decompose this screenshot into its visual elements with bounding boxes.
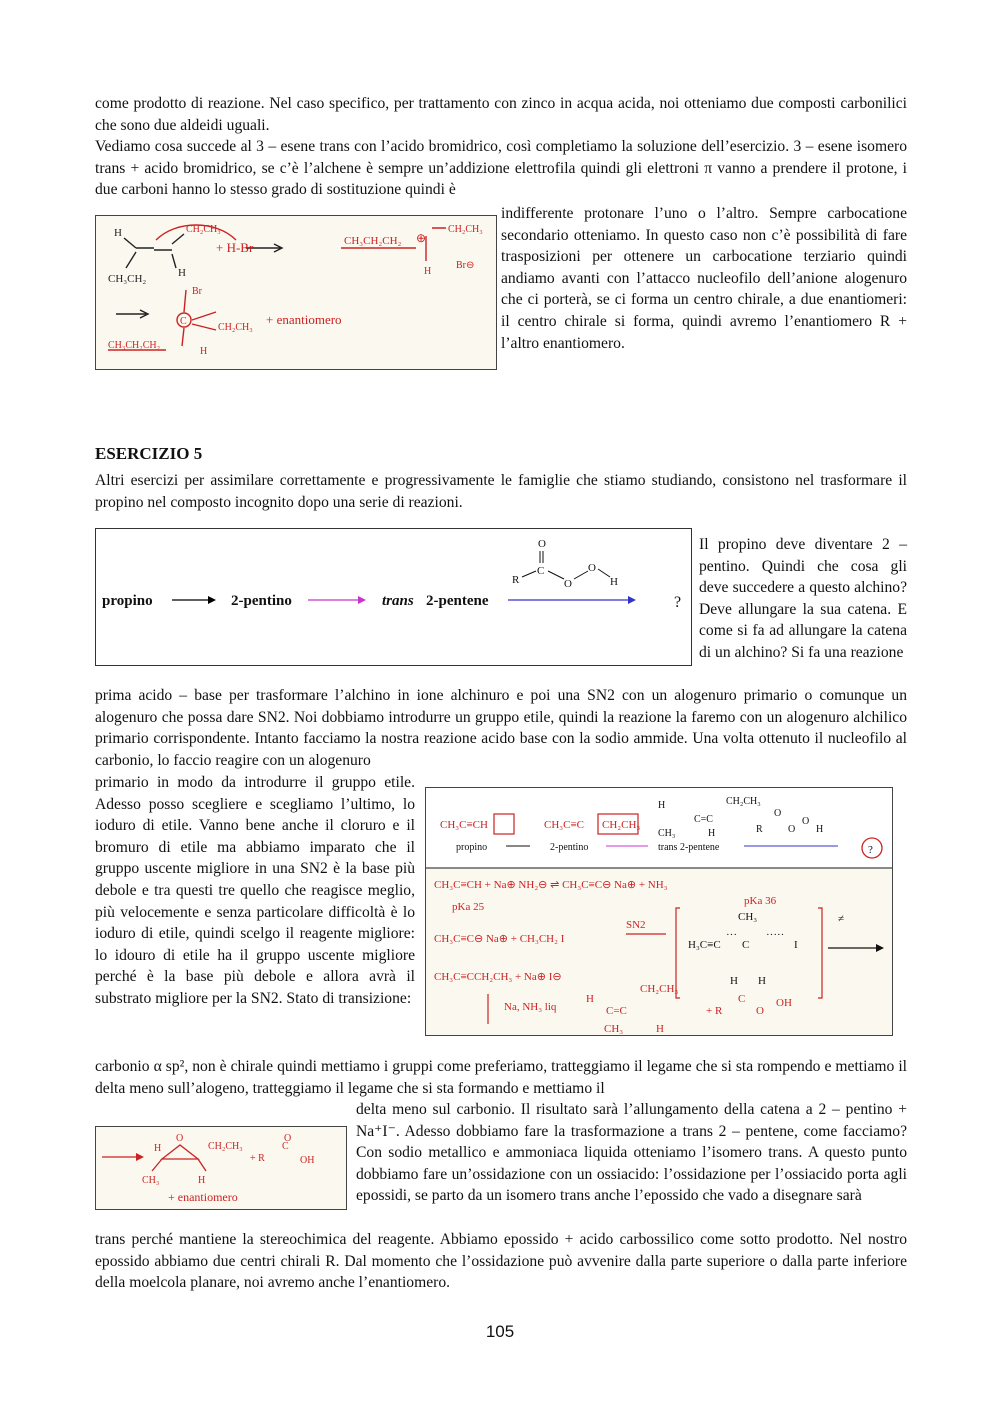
svg-text:O: O [774,808,782,819]
svg-text:OH: OH [776,997,792,1009]
paragraph-carbocation [501,203,907,354]
svg-text:CH₂CH₃: CH₂CH₃ [208,1141,243,1152]
text-p8: carbonio α sp², non è chirale quindi mettiamo i gruppi come preferiamo, tratteggiamo il legame che si sta rompendo e mettiamo il delta meno sull’alogeno, tratteggiamo il legame che si sta formando e mettiamo il [95,1058,907,1097]
peracid-o-carbonyl: O [538,538,546,550]
svg-text:+ R: + R [250,1153,265,1164]
arrow-1-head [208,596,216,604]
sketch1-enantiomer-note: + enantiomero [266,312,342,327]
svg-text:O: O [788,824,796,835]
text-p9: delta meno sul carbonio. Il risultato sarà l’allungamento della catena a 2 – pentino + Na⁺I⁻. Adesso dobbiamo fare la trasformazione a trans 2 – pentene, come facciamo? Con sodio metallico e ammoniaca liquida otteniamo l’isomero trans. A questo punto dobbiamo fare un’ossidazione con un ossiacido: l’ossidazione per l’ossiacido porta agli epossidi, se parto da un isomero trans anche l’epossido che vado a disegnare sarà [356,1101,907,1205]
text-p3: indifferente protonare l’uno o l’altro. Sempre carbocatione secondario otteniamo. In questo caso non c’è possibilità di fare trasposizioni per ottenere un carbocatione terziario quindi andiamo avanti con l’attacco nucleofilo dell’anione alogenuro che ci porterà, se ci forma un centro chirale, a due enantiomeri: il centro chirale si forma, quindi avremo l’enantiomero R + l’altro enantiomero. [501,205,907,352]
paragraph-propino [699,534,907,664]
paragraph-intro [95,93,907,201]
svg-text:H: H [708,828,716,839]
sketch-hbr-addition [95,215,497,370]
section-heading: ESERCIZIO 5 [95,444,203,463]
scheme-pentino: 2-pentino [231,593,292,609]
svg-text:H₃C≡C: H₃C≡C [688,939,721,951]
text-p10: trans perché mantiene la stereochimica del reagente. Abbiamo epossido + acido carbossilico come sotto prodotto. Nel nostro epossido abbiamo due centri chirali R. Dal momento che l’ossidazione può avvenire dalla parte superiore o dalla parte inferiore della moelcola planare, noi avremo anche l’enantiomero. [95,1231,907,1292]
svg-text:O: O [802,816,810,827]
text-p6: prima acido – base per trasformare l’alchino in ione alchinuro e poi una SN2 con un alogenuro primario o comunque un alogenuro che possa dare SN2. Noi dobbiamo introdurre un gruppo etile, quindi la reazione la faremo con un alogenuro alchilico primario corrispondente. Intanto facciamo la nostra reazione acido base con la sodio ammide. Una volta ottenuto il nucleofilo al carbonio, lo faccio reagire con un alogenuro [95,687,907,769]
peracid-h: H [610,576,618,588]
svg-text:C=C: C=C [694,814,713,825]
svg-text:H: H [658,800,666,811]
svg-text:C=C: C=C [606,1005,627,1017]
sketch2-propino: propino [456,842,488,853]
svg-text:···: ··· [726,929,737,941]
paragraph-etile [95,772,415,1010]
text-p4: Altri esercizi per assimilare correttamente e progressivamente le famiglie che stiamo studiando, consistono nel trasformare il propino nel composto incognito dopo una serie di reazioni. [95,472,907,511]
svg-text:CH₃CH₂: CH₃CH₂ [108,273,147,285]
scheme-propino: propino [102,593,153,609]
sketch-hbr-drawing [96,216,496,369]
svg-text:C: C [738,993,746,1005]
peracid-o2: O [564,578,572,590]
svg-text:H: H [424,266,432,277]
svg-text:C: C [742,939,750,951]
sketch3-enantiomer-note: + enantiomero [168,1190,238,1204]
svg-text:⊕: ⊕ [416,231,427,245]
svg-text:CH₃CH₂CH₂: CH₃CH₂CH₂ [108,340,161,351]
svg-text:pKa 36: pKa 36 [744,895,777,907]
svg-text:CH₂CH₃: CH₂CH₃ [726,796,761,807]
paragraph-transition-state [95,1056,907,1099]
paragraph-oxidation [356,1099,907,1207]
arrow-3-head [628,596,636,604]
svg-text:≠: ≠ [838,913,845,925]
svg-text:CH₃C≡CH + Na⊕ NH₂⊖ ⇌ CH₃C≡C⊖ N: CH₃C≡CH + Na⊕ NH₂⊖ ⇌ CH₃C≡C⊖ Na⊕ + NH₃ [434,879,668,891]
svg-text:H: H [114,227,122,239]
svg-text:O: O [284,1133,292,1144]
svg-text:SN2: SN2 [626,919,646,931]
svg-text:Na, NH₃ liq: Na, NH₃ liq [504,1001,557,1013]
scheme-unknown: ? [674,594,682,611]
svg-text:CH₃CH₂CH₂: CH₃CH₂CH₂ [344,235,402,247]
sketch2-unknown: ? [868,844,873,856]
svg-text:pKa 25: pKa 25 [452,901,485,913]
scheme-pentene: 2-pentene [426,593,489,609]
sketch-epoxide-drawing [96,1127,346,1209]
svg-text:C: C [180,316,187,327]
peracid-r: R [512,574,520,586]
arrow-2-head [358,596,366,604]
svg-text:I: I [794,939,798,951]
text-p7: primario in modo da introdurre il gruppo etile. Adesso posso scegliere e scegliamo l’ultimo, lo ioduro di etile. Vanno bene anche il cloruro e il bromuro di etile ma abbiamo imparato che il gruppo uscente migliore in una SN2 è la base più debole e tra questi tre quello che reagisce meglio, più velocemente e senza particolare difficoltà è lo ioduro di etile, quindi scelgo il reagente migliore: lo idouro di etile ha il gruppo uscente migliore perché è la base più debole e allora avrà il substrato migliore per la SN2. Stato di transizione: [95,774,415,1007]
text-p5: Il propino deve diventare 2 – pentino. Quindi che cosa gli deve succedere a questo alchino? Deve allungare la sua catena. E come si fa ad allungare la catena di un alchino? Si fa una reazione [699,536,907,661]
svg-text:H: H [178,267,186,279]
svg-text:CH₃: CH₃ [738,911,758,923]
svg-text:CH₂CH₃: CH₂CH₃ [640,983,679,995]
paragraph-acid-base [95,685,907,771]
svg-text:O: O [756,1005,764,1017]
paragraph-epoxide-result [95,1229,907,1294]
svg-text:O: O [176,1133,184,1144]
page-number: 105 [485,1322,515,1341]
svg-text:CH₃: CH₃ [142,1175,160,1186]
svg-text:CH₃C≡CCH₂CH₃ + Na⊕ I⊖: CH₃C≡CCH₂CH₃ + Na⊕ I⊖ [434,971,562,983]
svg-text:H: H [758,975,766,987]
svg-text:OH: OH [300,1155,315,1166]
text-p2: Vediamo cosa succede al 3 – esene trans con l’acido bromidrico, così completiamo la soluzione dell’esercizio. 3 – esene isomero trans + acido bromidrico, se c’è l’alchene è sempre un’addizione elettrofila quindi gli elettroni π vanno a prendere il protone, i due carboni hanno lo stesso grado di sostituzione quindi è [95,138,907,199]
svg-text:CH₃: CH₃ [658,828,676,839]
paragraph-exercise-intro [95,470,907,513]
svg-text:H: H [730,975,738,987]
svg-text:H: H [816,824,824,835]
svg-text:H: H [200,346,208,357]
svg-text:H: H [656,1023,664,1035]
svg-text:CH₃C≡C: CH₃C≡C [544,819,584,831]
peracid-o3: O [588,562,596,574]
svg-text:CH₂CH₃: CH₂CH₃ [448,224,483,235]
svg-text:CH₃C≡CH: CH₃C≡CH [440,819,488,831]
svg-text:R: R [756,824,763,835]
svg-text:CH₂CH₃: CH₂CH₃ [186,224,221,235]
sketch2-pentene: trans 2-pentene [658,842,720,853]
svg-text:CH₃C≡C⊖ Na⊕ + CH₃CH₂ I: CH₃C≡C⊖ Na⊕ + CH₃CH₂ I [434,933,565,945]
svg-text:+ R: + R [706,1005,723,1017]
svg-text:CH₃: CH₃ [604,1023,624,1035]
svg-text:·····: ····· [766,929,785,941]
svg-text:CH₂CH₃: CH₂CH₃ [218,322,253,333]
sketch-sn2-whiteboard [425,787,893,1036]
svg-text:C: C [282,1141,289,1152]
svg-text:Br⊖: Br⊖ [456,260,475,271]
svg-text:H: H [198,1175,206,1186]
svg-text:H: H [586,993,594,1005]
reaction-scheme-drawing [96,529,691,665]
sketch2-pentino: 2-pentino [550,842,589,853]
text-p1: come prodotto di reazione. Nel caso specifico, per trattamento con zinco in acqua acida, noi otteniamo due composti carbonilici che sono due aldeidi uguali. [95,95,907,134]
peracid-c: C [537,565,545,577]
sketch-sn2-drawing [426,788,892,1035]
svg-text:H: H [154,1143,162,1154]
svg-text:Br: Br [192,286,202,297]
svg-text:CH₂CH₃: CH₂CH₃ [602,819,641,831]
scheme-trans: trans [382,593,414,609]
sketch-epoxide [95,1126,347,1210]
reaction-scheme-box [95,528,692,666]
sketch1-hbr-label: + H-Br [216,240,254,255]
